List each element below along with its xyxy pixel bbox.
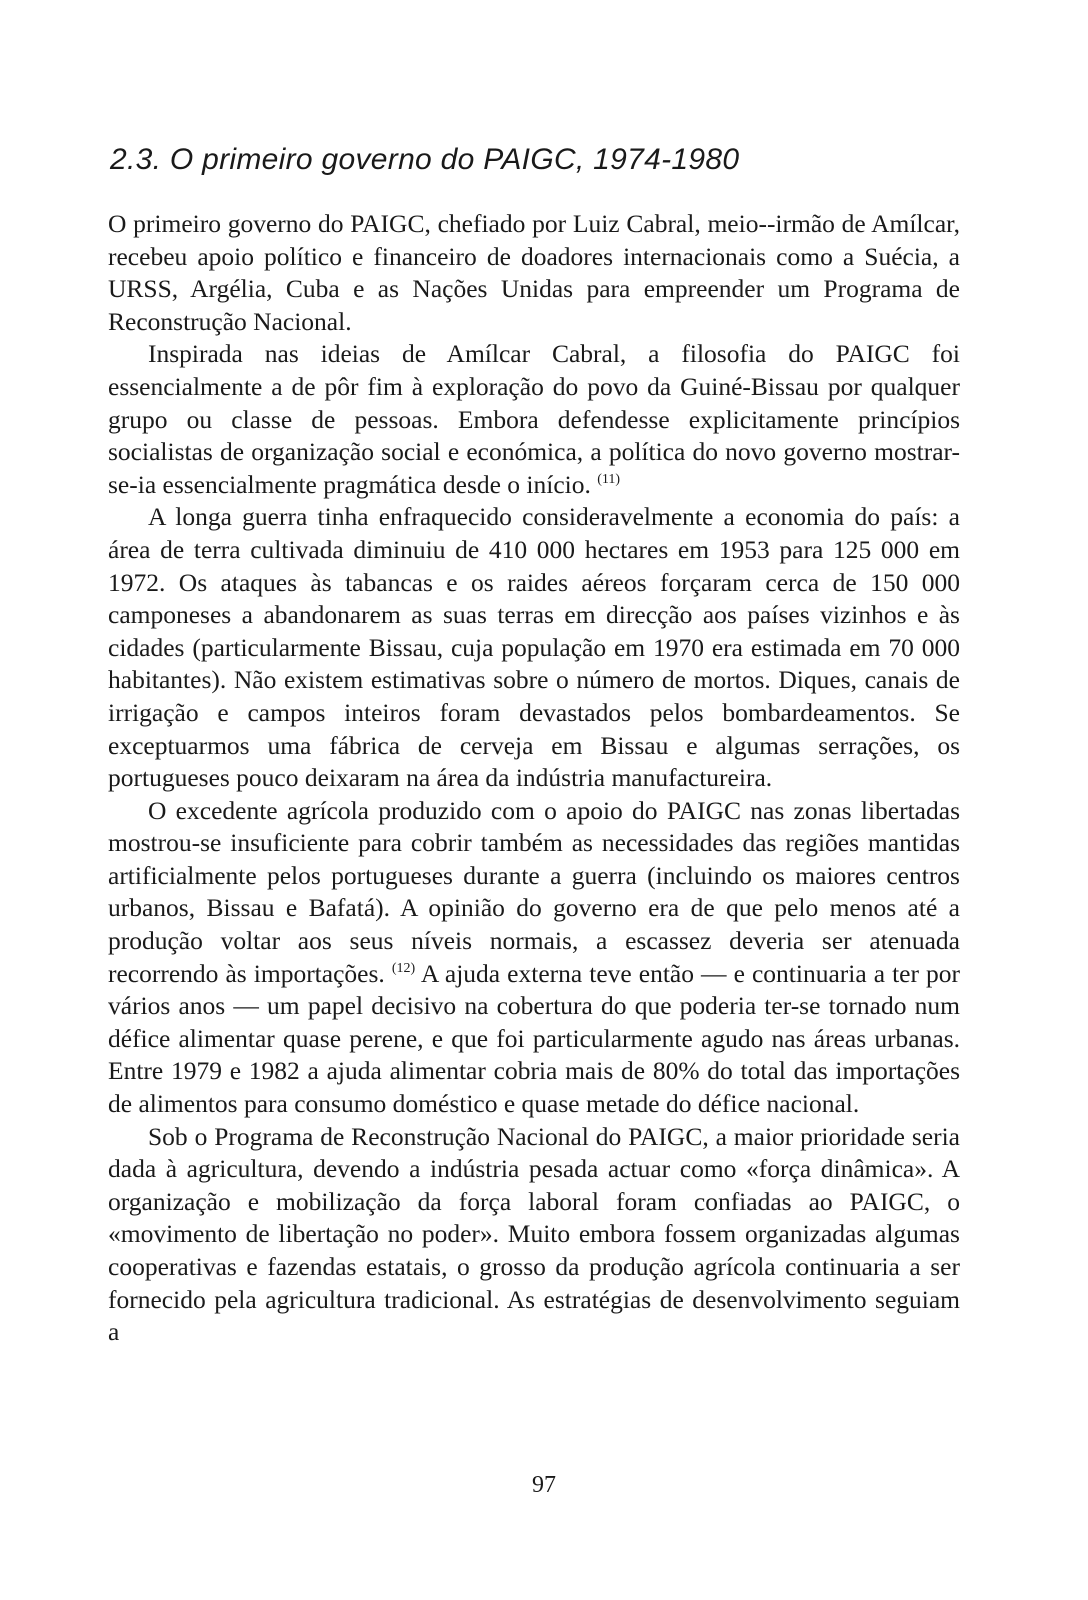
paragraph-2-text: Inspirada nas ideias de Amílcar Cabral, a filosofia do PAIGC foi essencialmente a de pôr fim à exploração do povo da Guiné-Bissau por qualquer grupo ou classe de pessoas. Embora defendesse explicitamente princípios socialistas de organização social e económica, a política do novo governo mostrar-se-ia essencialmente pragmática desde o início.	[108, 339, 960, 499]
paragraph-2	[108, 338, 960, 501]
paragraph-1-text: O primeiro governo do PAIGC, chefiado por Luiz Cabral, meio--irmão de Amílcar, recebeu apoio político e financeiro de doadores internacionais como a Suécia, a URSS, Argélia, Cuba e as Nações Unidas para empreender um Programa de Reconstrução Nacional.	[108, 209, 960, 336]
paragraph-4-continuation: A ajuda externa teve então — e continuaria a ter por vários anos — um papel decisivo na cobertura do que poderia ter-se tornado num défice alimentar quase perene, e que foi particularmente agudo nas áreas urbanas. Entre 1979 e 1982 a ajuda alimentar cobria mais de 80% do total das importações de alimentos para consumo doméstico e quase metade do défice nacional.	[108, 958, 961, 1119]
footnote-ref-11: (11)	[597, 471, 621, 487]
footnote-ref-12: (12)	[391, 960, 416, 976]
paragraph-3	[108, 501, 960, 794]
section-heading: 2.3. O primeiro governo do PAIGC, 1974-1980	[110, 143, 740, 176]
paragraph-3-text: A longa guerra tinha enfraquecido consideravelmente a economia do país: a área de terra cultivada diminuiu de 410 000 hectares em 1953 para 125 000 em 1972. Os ataques às tabancas e os raides aéreos forçaram cerca de 150 000 camponeses a abandonarem as suas terras em direcção aos países vizinhos e às cidades (particularmente Bissau, cuja população em 1970 era estimada em 70 000 habitantes). Não existem estimativas sobre o número de mortos. Diques, canais de irrigação e campos inteiros foram devastados pelos bombardeamentos. Se exceptuarmos uma fábrica de cerveja em Bissau e algumas serrações, os portugueses pouco deixaram na área da indústria manufactureira.	[108, 502, 960, 793]
paragraph-5	[108, 1121, 960, 1349]
paragraph-4	[108, 795, 960, 1121]
body-text	[108, 208, 960, 1349]
page-number: 97	[532, 1472, 556, 1498]
paragraph-1	[108, 208, 960, 338]
paragraph-4-text: O excedente agrícola produzido com o apoio do PAIGC nas zonas libertadas mostrou-se insuficiente para cobrir também as necessidades das regiões mantidas artificialmente pelos portugueses durante a guerra (incluindo os maiores centros urbanos, Bissau e Bafatá). A opinião do governo era de que pelo menos até a produção voltar aos seus níveis normais, a escassez deveria ser atenuada recorrendo às importações.	[108, 795, 960, 988]
paragraph-5-text: Sob o Programa de Reconstrução Nacional do PAIGC, a maior prioridade seria dada à agricultura, devendo a indústria pesada actuar como «força dinâmica». A organização e mobilização da força laboral foram confiadas ao PAIGC, o «movimento de libertação no poder». Muito embora fossem organizadas algumas cooperativas e fazendas estatais, o grosso da produção agrícola continuaria a ser fornecido pela agricultura tradicional. As estratégias de desenvolvimento seguiam a	[108, 1121, 960, 1347]
